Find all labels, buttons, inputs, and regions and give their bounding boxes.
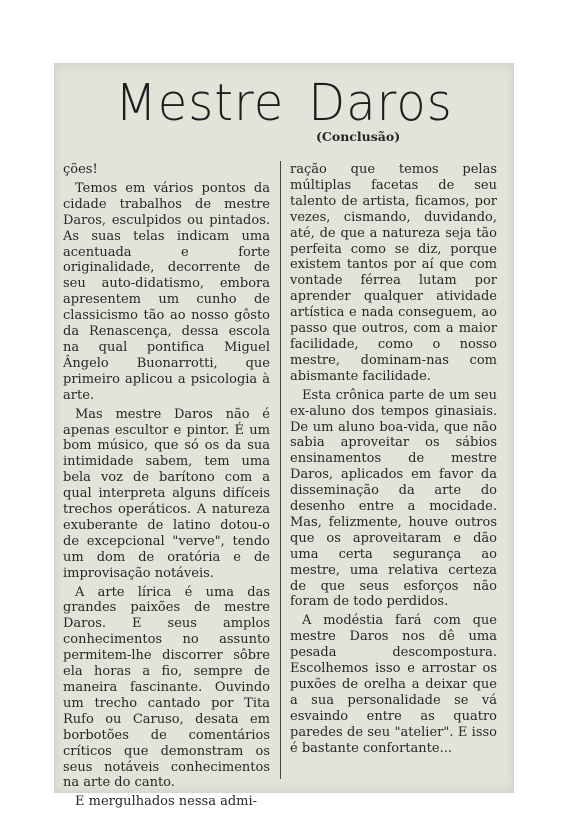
right-paragraph-2: Esta crônica parte de um seu ex-aluno dos tempos ginasiais. De um aluno boa-vida, que não sabia aproveitar os sábios ensinamentos de mestre Daros, aplicados em favor da disseminação da arte do desenho entre a mocidade. Mas, felizmente, houve outros que os aproveitaram e dão uma certa segurança ao mestre, uma relativa certeza de que seus esforços não foram de todo perdidos. (290, 387, 497, 610)
right-column (290, 162, 497, 760)
left-paragraph-4: A arte lírica é uma das grandes paixões de mestre Daros. E seus amplos conhecimentos no assunto permitem-lhe discorrer sôbre ela horas a fio, sempre de maneira fascinante. Ouvindo um trecho cantado por Tita Rufo ou Caruso, desata em borbotões de comentários críticos que demonstram os seus notáveis conhecimentos na arte do canto. (63, 584, 270, 791)
title-word-mestre: Mestre (115, 73, 285, 133)
article-title (54, 74, 514, 133)
left-column (63, 162, 270, 813)
right-paragraph-3: A modéstia fará com que mestre Daros nos dê uma pesada descompostura. Escolhemos isso e arrostar os puxões de orelha a deixar que a sua personalidade se vá esvaindo entre as quatro paredes de seu "atelier". E isso é bastante confortante... (290, 613, 497, 756)
left-paragraph-2: Temos em vários pontos da cidade trabalhos de mestre Daros, esculpidos ou pintados. As suas telas indicam uma acentuada e forte originalidade, decorrente de seu auto-didatismo, embora apresentem um cunho de classicismo tão ao nosso gôsto da Renascença, dessa escola na qual pontifica Miguel Ângelo Buonarrotti, que primeiro aplicou a psicologia à arte. (63, 180, 270, 403)
newspaper-page (54, 63, 514, 810)
left-paragraph-3: Mas mestre Daros não é apenas escultor e pintor. É um bom músico, que só os da sua intimidade sabem, tem uma bela voz de barítono com a qual interpreta alguns difíceis trechos operáticos. A natureza exuberante de latino dotou-o de excepcional "verve", tendo um dom de oratória e de improvisação notáveis. (63, 406, 270, 581)
left-paragraph-5: E mergulhados nessa admi- (75, 794, 258, 810)
title-word-daros: Daros (308, 73, 453, 133)
article-subtitle: (Conclusão) (316, 129, 401, 144)
right-paragraph-1: ração que temos pelas múltiplas facetas de seu talento de artista, ficamos, por vezes, cismando, duvidando, até, de que a natureza seja tão perfeita como se diz, porque existem tantos por aí que com vontade férrea lutam por aprender qualquer atividade artística e nada conseguem, ao passo que outros, com a maior facilidade, como o nosso mestre, dominam-nas com abismante facilidade. (290, 162, 497, 384)
column-divider (280, 161, 281, 779)
left-paragraph-1: ções! (63, 162, 98, 177)
